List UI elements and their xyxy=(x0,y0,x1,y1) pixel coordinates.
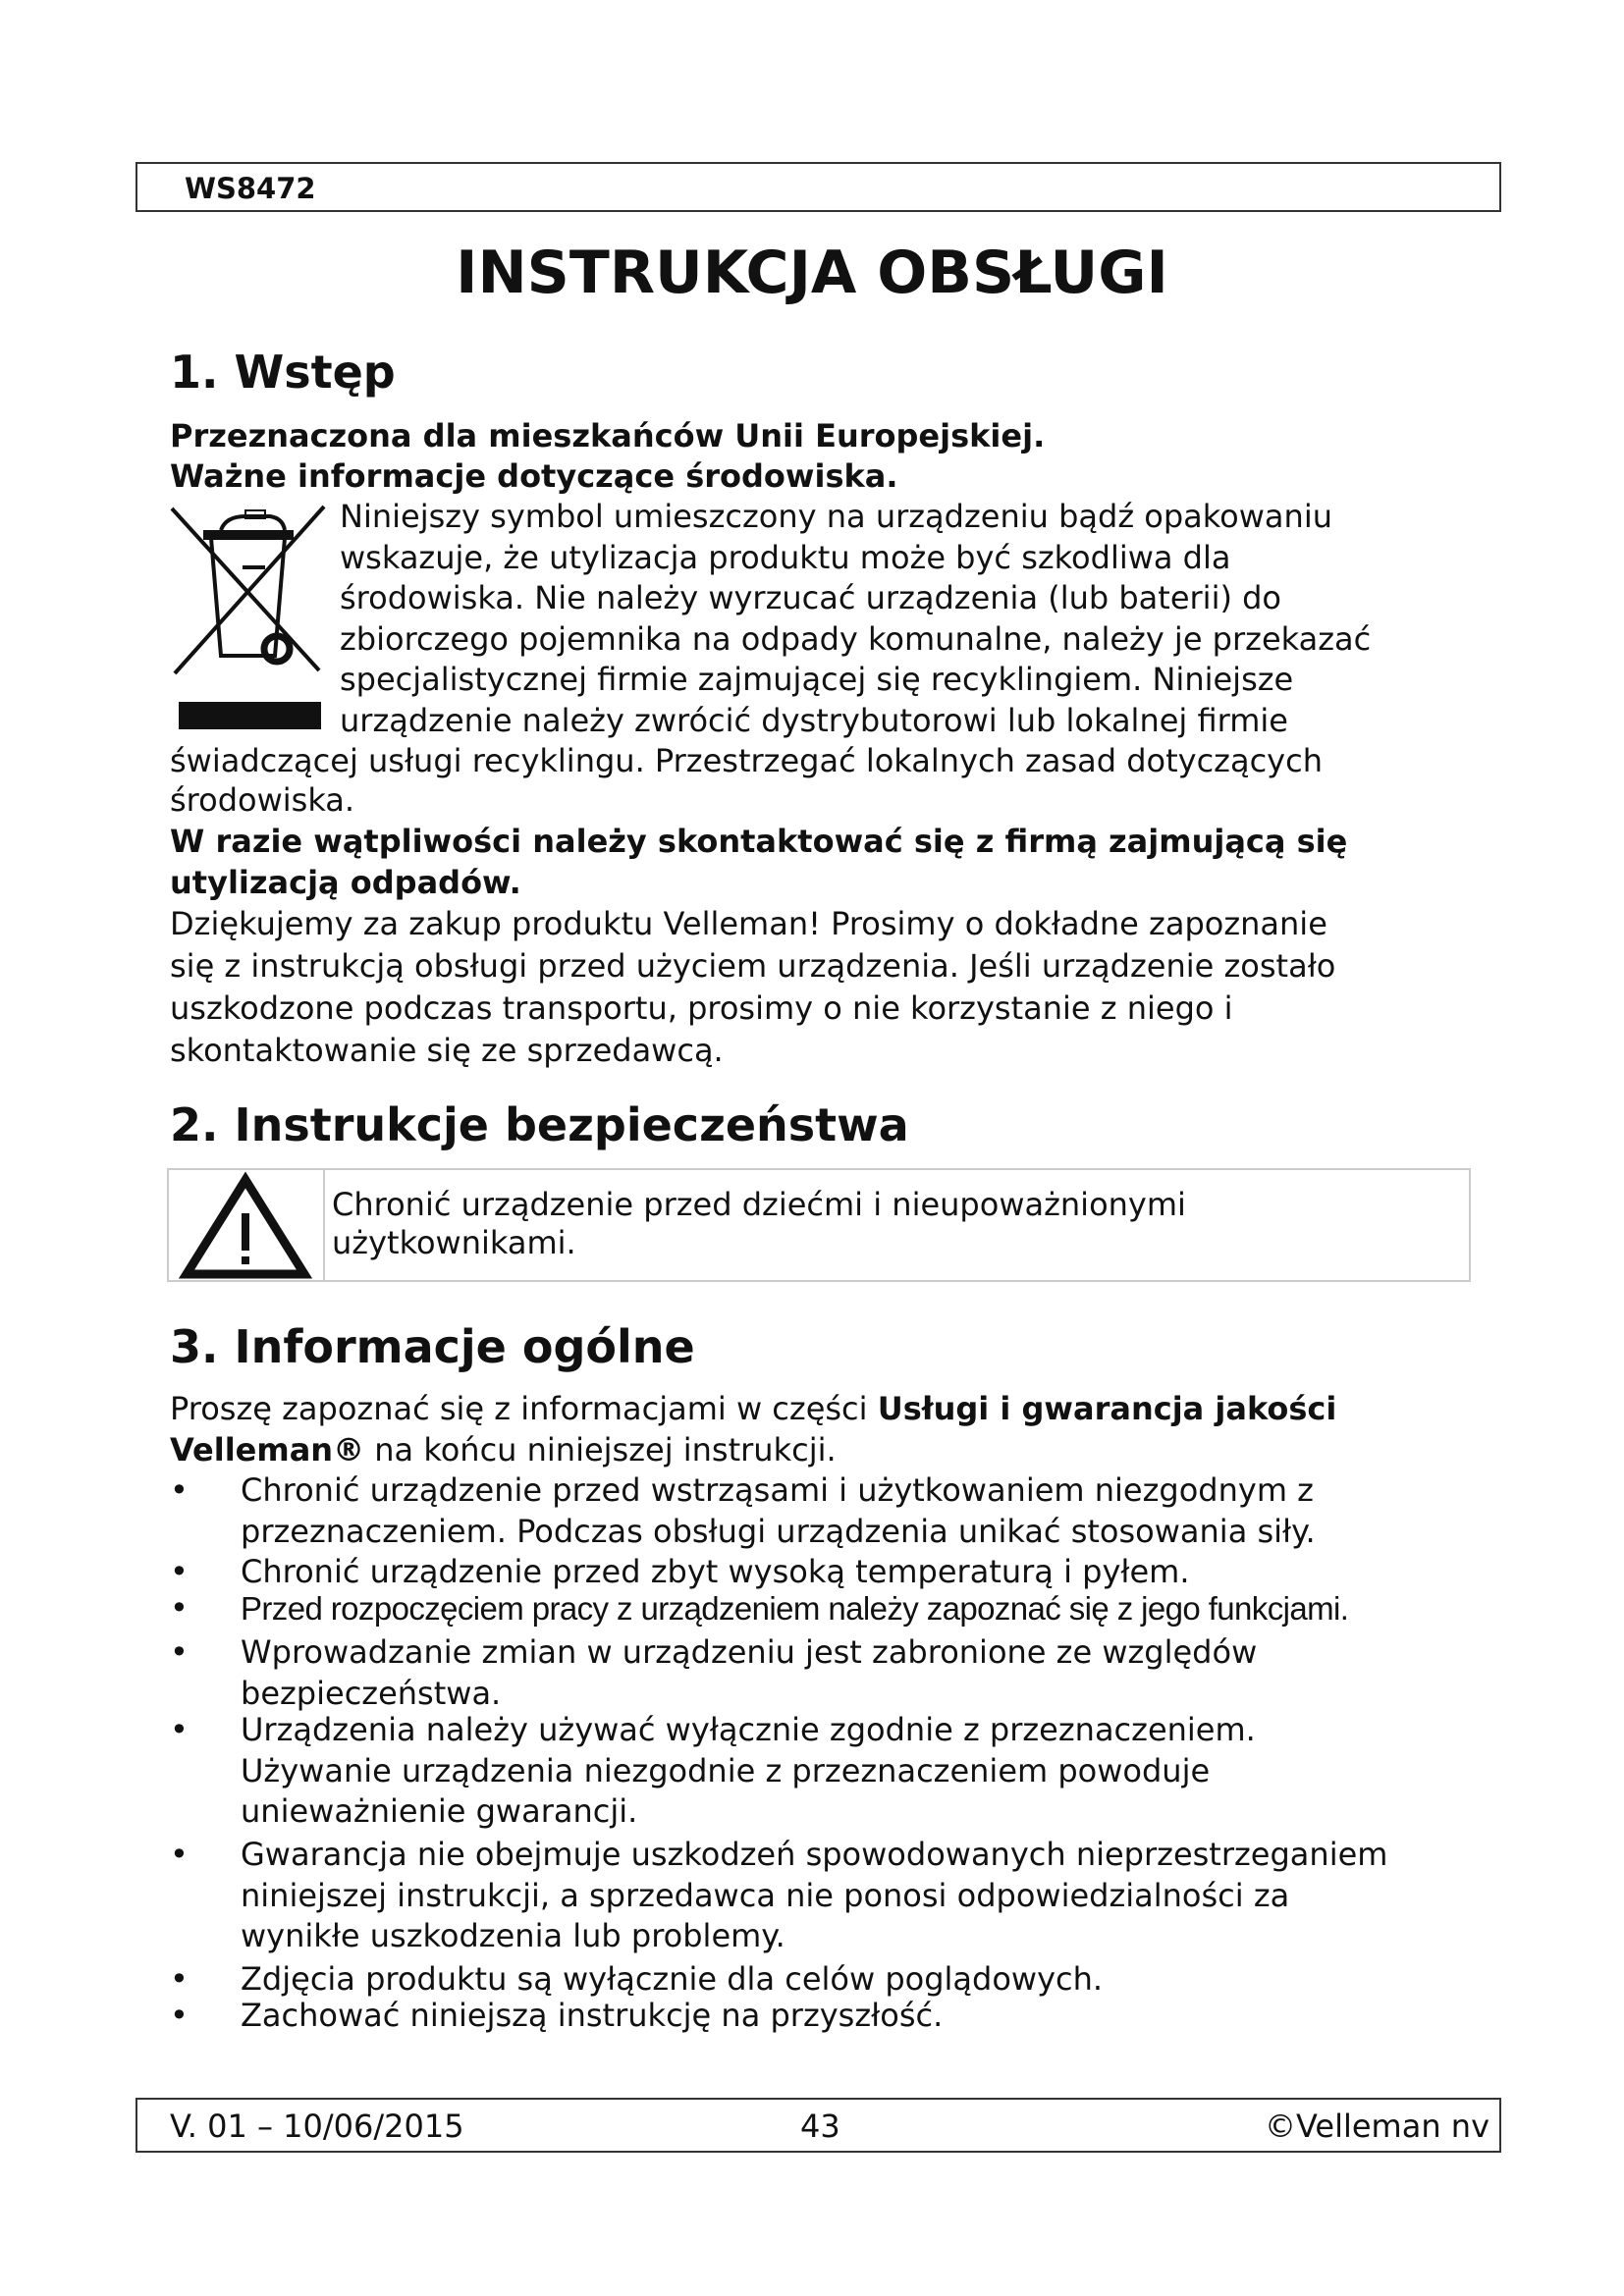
version-date: V. 01 – 10/06/2015 xyxy=(170,2108,464,2145)
paragraph-line: urządzenie należy zwrócić dystrybutorowi lub lokalnej firmie xyxy=(340,701,1288,739)
list-item-line: bezpieczeństwa. xyxy=(241,1674,502,1712)
list-item-line: Przed rozpoczęciem pracy z urządzeniem należy zapoznać się z jego funkcjami. xyxy=(241,1590,1349,1627)
paragraph-line: się z instrukcją obsługi przed użyciem urządzenia. Jeśli urządzenie zostało xyxy=(170,947,1336,985)
paragraph-line: specjalistycznej firmie zajmującej się recyklingiem. Niniejsze xyxy=(340,661,1294,698)
disposal-note xyxy=(170,822,1347,903)
list-item-line: Gwarancja nie obejmuje uszkodzeń spowodowanych nieprzestrzeganiem xyxy=(241,1836,1388,1873)
model-number: WS8472 xyxy=(185,172,316,205)
paragraph-line: skontaktowanie się ze sprzedawcą. xyxy=(170,1032,724,1069)
warning-triangle-icon xyxy=(169,1170,323,1280)
list-item-line: niniejszej instrukcji, a sprzedawca nie ponosi odpowiedzialności za xyxy=(241,1876,1290,1914)
paragraph-line: świadczącej usługi recyklingu. Przestrzegać lokalnych zasad dotyczących xyxy=(170,742,1323,779)
list-item-text xyxy=(241,1835,1387,1957)
list-item-line: Zdjęcia produktu są wyłącznie dla celów poglądowych. xyxy=(241,1960,1104,1998)
copyright: ©Velleman nv xyxy=(1264,2108,1489,2145)
paragraph-line: wskazuje, że utylizacja produktu może być szkodliwa dla xyxy=(340,538,1231,576)
env-notice: Ważne informacje dotyczące środowiska. xyxy=(170,457,898,495)
warning-line: użytkownikami. xyxy=(332,1224,576,1261)
paragraph-line: środowiska. xyxy=(170,780,355,819)
list-item-line: Urządzenia należy używać wyłącznie zgodnie z przeznaczeniem. xyxy=(241,1711,1256,1748)
list-item-line: przeznaczeniem. Podczas obsługi urządzenia unikać stosowania siły. xyxy=(241,1512,1316,1550)
paragraph-line: zbiorczego pojemnika na odpady komunalne, należy je przekazać xyxy=(340,619,1372,658)
weee-crossed-bin-icon xyxy=(167,499,329,734)
bullet-icon: • xyxy=(170,1836,189,1873)
list-item-line: Używanie urządzenia niezgodnie z przeznaczeniem powoduje xyxy=(241,1751,1211,1789)
intro-paragraph xyxy=(170,1388,1336,1470)
note-line: W razie wątpliwości należy skontaktować się z firmą zajmującą się xyxy=(170,823,1348,860)
warning-text xyxy=(332,1186,1186,1262)
intro-bold: Velleman® xyxy=(170,1431,365,1468)
section-3-heading: 3. Informacje ogólne xyxy=(170,1320,695,1373)
bullet-icon: • xyxy=(170,1960,189,1998)
intro-bold: Usługi i gwarancja jakości xyxy=(877,1390,1337,1427)
section-2-heading: 2. Instrukcje bezpieczeństwa xyxy=(170,1098,909,1151)
weee-paragraph xyxy=(170,497,1372,819)
header-box xyxy=(135,162,1501,212)
warning-line: Chronić urządzenie przed dziećmi i nieupoważnionymi xyxy=(332,1186,1186,1223)
list-item-text xyxy=(241,1710,1256,1833)
footer-box xyxy=(135,2098,1501,2153)
list-item-line: Chronić urządzenie przed zbyt wysoką temperaturą i pyłem. xyxy=(241,1553,1190,1590)
section-1-heading: 1. Wstęp xyxy=(170,346,396,399)
list-item-text xyxy=(241,1588,1348,1629)
warning-icon-cell xyxy=(169,1170,325,1280)
bullet-icon: • xyxy=(170,1589,189,1627)
bullet-icon: • xyxy=(170,1997,189,2034)
paragraph-line: uszkodzone podczas transportu, prosimy o nie korzystanie z niego i xyxy=(170,989,1233,1027)
list-item-text xyxy=(241,1552,1190,1593)
page-title: INSTRUKCJA OBSŁUGI xyxy=(456,239,1168,307)
bullet-icon: • xyxy=(170,1553,189,1590)
bullet-icon: • xyxy=(170,1711,189,1748)
eu-notice: Przeznaczona dla mieszkańców Unii Europejskiej. xyxy=(170,417,1046,454)
list-item-line: Wprowadzanie zmian w urządzeniu jest zabronione ze względów xyxy=(241,1633,1258,1671)
list-item-text xyxy=(241,1959,1103,2001)
list-item-text xyxy=(241,1996,943,2037)
bullet-icon: • xyxy=(170,1633,189,1671)
thanks-paragraph xyxy=(170,903,1335,1072)
note-line: utylizacją odpadów. xyxy=(170,863,521,901)
list-item-text xyxy=(241,1470,1316,1552)
paragraph-line: środowiska. Nie należy wyrzucać urządzenia (lub baterii) do xyxy=(340,579,1281,616)
page-number: 43 xyxy=(800,2108,840,2145)
paragraph-line: Dziękujemy za zakup produktu Velleman! Prosimy o dokładne zapoznanie xyxy=(170,905,1327,942)
paragraph-line: Niniejszy symbol umieszczony na urządzeniu bądź opakowaniu xyxy=(340,498,1332,535)
list-item-line: wynikłe uszkodzenia lub problemy. xyxy=(241,1917,785,1954)
list-item-line: Chronić urządzenie przed wstrząsami i użytkowaniem niezgodnym z xyxy=(241,1471,1314,1509)
list-item-text xyxy=(241,1632,1257,1714)
safety-warning-box xyxy=(167,1168,1471,1282)
list-item-line: unieważnienie gwarancji. xyxy=(241,1792,638,1830)
intro-text: Proszę zapoznać się z informacjami w części xyxy=(170,1390,878,1427)
intro-text: na końcu niniejszej instrukcji. xyxy=(364,1431,837,1468)
list-item-line: Zachować niniejszą instrukcję na przyszłość. xyxy=(241,1997,944,2034)
bullet-icon: • xyxy=(170,1471,189,1509)
